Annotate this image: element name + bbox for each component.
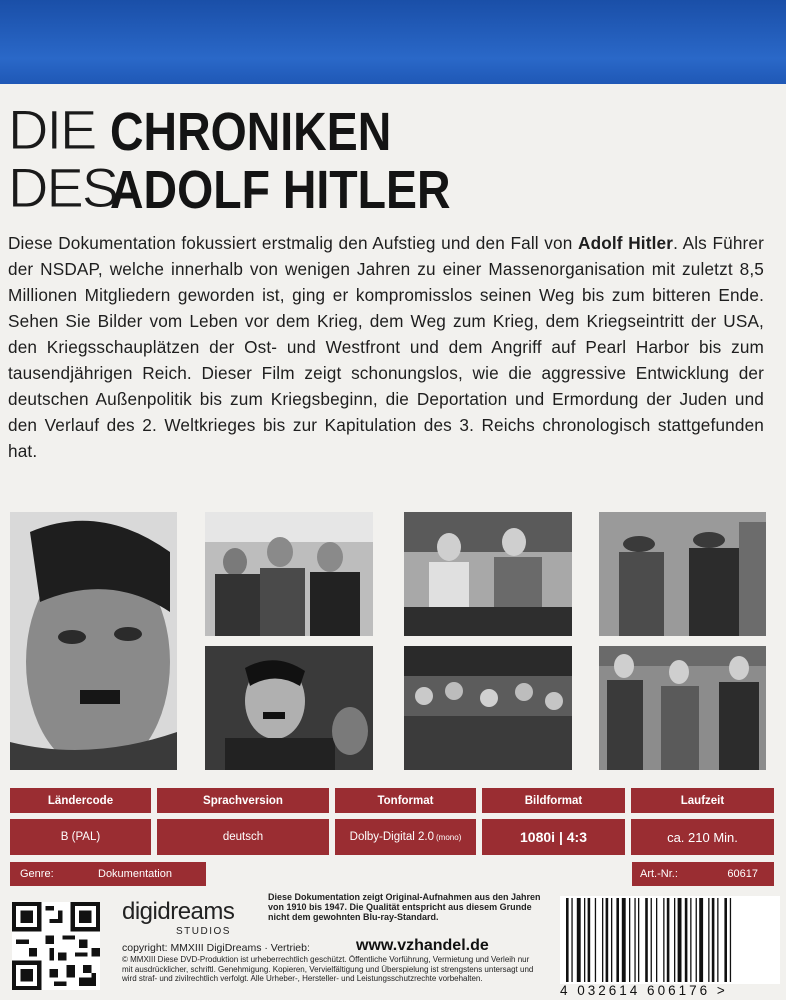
header-laendercode: Ländercode: [10, 788, 151, 813]
photo-officers-standing: [599, 646, 766, 770]
value-tonformat-note: (mono): [436, 832, 462, 842]
title-main-bottom: ADOLF HITLER: [110, 160, 451, 220]
title-main-top: CHRONIKEN: [110, 102, 392, 162]
photo-crowd-officials: [205, 512, 373, 636]
value-laendercode: B (PAL): [10, 819, 151, 855]
header-laufzeit: Laufzeit: [631, 788, 774, 813]
article-number-bar: [632, 862, 774, 886]
qr-code-icon: [12, 902, 100, 990]
value-sprachversion: deutsch: [157, 819, 329, 855]
genre-value: Dokumentation: [98, 868, 172, 880]
back-cover: [0, 84, 786, 1000]
header-sprachversion: Sprachversion: [157, 788, 329, 813]
photo-seated-group: [404, 512, 572, 636]
title-prefix-bottom: DES: [8, 156, 118, 219]
photo-portrait: [10, 512, 177, 770]
header-bildformat: Bildformat: [482, 788, 625, 813]
description-bold-name: Adolf Hitler: [578, 233, 674, 253]
title-prefix-top: DIE: [8, 98, 96, 161]
studio-logo: digidreams: [122, 898, 235, 925]
article-number-value: 60617: [727, 868, 758, 880]
barcode-number: 4 032614 606176 >: [560, 983, 728, 998]
header-tonformat: Tonformat: [335, 788, 476, 813]
value-laufzeit: ca. 210 Min.: [631, 819, 774, 855]
article-number-label: Art.-Nr.:: [640, 868, 678, 880]
description-text: Diese Dokumentation fokussiert erstmalig den Aufstieg und den Fall von Adolf Hitler. Als Führer der NSDAP, welche innerhalb von wenigen Jahren zu einer Massenorganisation mit zuletzt 8,5 Millionen Mitgliedern geworden ist, ging er kompromisslos seinen Weg bis zum bitteren Ende. Sehen Sie Bilder vom Leben vor dem Krieg, dem Weg zum Krieg, dem Kriegseintritt der USA, den Kriegsschauplätzen der Ost- und Westfront und dem Angriff auf Pearl Harbor bis zum tausendjährigen Reich. Dieser Film zeigt schonungslos, wie die aggressive Entwicklung der deutschen Außenpolitik bis zum Kriegsbeginn, die Deportation und Ermordung der Juden und den Verlauf des 2. Weltkrieges bis zur Kapitulation des 3. Reichs chronologisch stattgefunden hat.: [8, 233, 764, 461]
quality-note: Diese Dokumentation zeigt Original-Aufnahmen aus den Jahren von 1910 bis 1947. Die Qualität entspricht aus diesem Grunde nicht dem gewohnten Blu-ray-Standard.: [268, 892, 541, 922]
photo-hitler-closeup: [205, 646, 373, 770]
copyright-line: copyright: MMXIII DigiDreams · Vertrieb:: [122, 942, 310, 954]
bluray-case-top-band: [0, 0, 786, 84]
barcode-icon: [560, 896, 780, 984]
genre-label: Genre:: [20, 868, 54, 880]
website-link[interactable]: www.vzhandel.de: [356, 937, 489, 954]
photo-rally-crowd: [404, 646, 572, 770]
genre-bar: [10, 862, 206, 886]
value-bildformat: 1080i | 4:3: [482, 819, 625, 855]
studio-logo-sub: STUDIOS: [176, 926, 231, 937]
value-tonformat: Dolby-Digital 2.0 (mono): [335, 819, 476, 855]
legal-text: © MMXIII Diese DVD-Produktion ist urheberrechtlich geschützt. Öffentliche Vorführung, Vermietung und Verleih nur mit ausdrücklicher, schriftl. Genehmigung. Kopieren, Vervielfältigung und Überspielung ist strengstens untersagt und wird straf- und zivilrechtlich verfolgt. Alle Urheber-, Hersteller- und Leistungsschutzrechte vorbehalten.: [122, 955, 534, 983]
photo-soldiers-helmets: [599, 512, 766, 636]
